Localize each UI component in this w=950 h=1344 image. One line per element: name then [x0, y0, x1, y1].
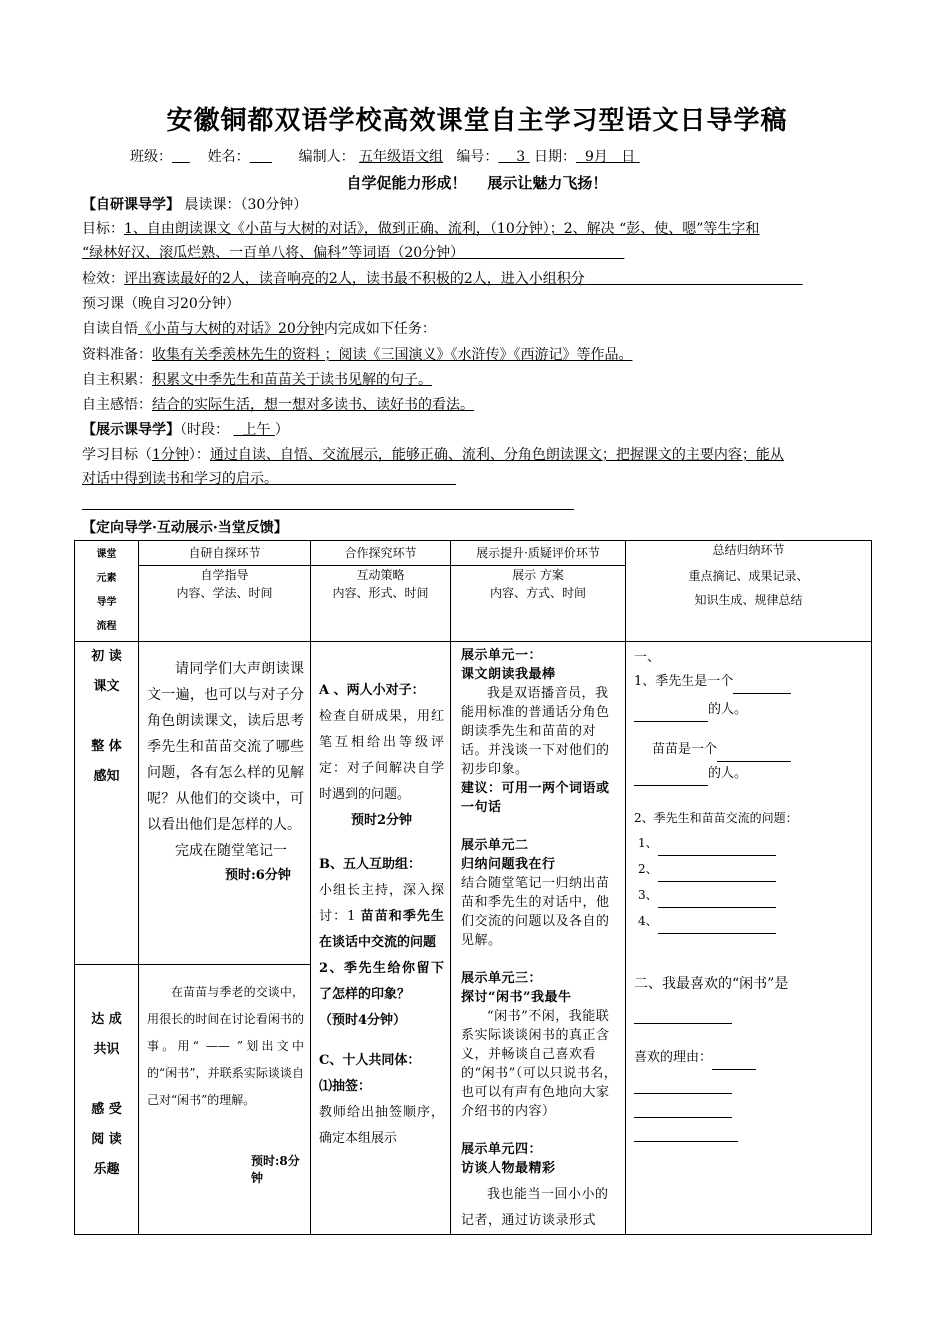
class-field [172, 149, 190, 165]
col1-title: 自研自探环节 [139, 541, 311, 566]
col3-title: 展示提升·质疑评价环节 [451, 541, 626, 566]
name-field [250, 149, 272, 165]
row1-content: 请同学们大声朗读课文一遍，也可以与对子分角色朗读课文，读后思考季先生和苗苗交流了哪些问题，各有怎么样的见解呢？从他们的交谈中，可以看出他们是怎样的人。 完成在随堂笔记一 预时:6分钟 [139, 642, 311, 965]
col2-sub: 互动策略 内容、形式、时间 [311, 566, 451, 642]
header-meta: 班级： 姓名： 编制人： 五年级语文组 编号： 3 日期： 9月 日 [130, 146, 640, 166]
col4-header: 总结归纳环节 重点摘记、成果记录、 知识生成、规律总结 [626, 541, 872, 642]
summary-column: 一、 1、季先生是一个 的人。 苗苗是一个 的人。 2、季先生和苗苗交流的问题： 1、 2、 3、 4、 二、我最喜欢的“闲书”是 喜欢的理由： [626, 642, 872, 1235]
answer-blank[interactable] [634, 1103, 732, 1118]
author-field: 五年级语文组 [359, 149, 444, 165]
goal-line-1: 目标：1、自由朗读课文《小苗与大树的对话》，做到正确、流利，（10分钟）；2、解决 “彭、使、嗯”等生字和 [82, 221, 760, 237]
showcase-column: 展示单元一： 课文朗读我最棒 我是双语播音员，我能用标准的普通话分角色朗读季先生和苗苗的对话。并浅谈一下对他们的初步印象。 建议：可用一两个词语或一句话 展示单元二 归纳问题我在行 结合随堂笔记一归纳出苗苗和季先生的对话中，他们交流的问题以及各自的见解。 展示单元三： 探讨“闲书”我最牛 “闲书”不闲，我能联系实际谈谈闲书的真正含义，并畅谈自己喜欢看的“闲书”（可以只说书名，也可以有声有色地向大家介绍书的内容） 展示单元四： 访谈人物最精彩 我也能当一回小小的记者，通过访谈录形式 [451, 642, 626, 1235]
row2-label: 达 成 共识 感 受 阅 读 乐趣 [75, 964, 139, 1234]
answer-blank[interactable] [658, 841, 776, 856]
slogan: 自学促能力形成！ 展示让魅力飞扬！ [346, 174, 608, 192]
answer-blank[interactable] [634, 771, 708, 786]
date-field: 9月 日 [584, 149, 636, 165]
answer-blank[interactable] [658, 867, 776, 882]
feeling-line: 自主感悟：结合的实际生活，想一想对多读书、读好书的看法。 [82, 397, 474, 413]
divider-line [82, 509, 574, 510]
resource-line: 资料准备：收集有关季羡林先生的资料 ；阅读《三国演义》《水浒传》《西游记》等作品。 [82, 347, 633, 363]
self-study-heading: 【自研课导学】 晨读课：（30分钟） [82, 197, 308, 213]
answer-blank[interactable] [634, 1009, 732, 1024]
answer-blank[interactable] [717, 747, 791, 762]
answer-blank[interactable] [634, 1079, 732, 1094]
task-line: 自读自悟《小苗与大树的对话》20分钟内完成如下任务： [82, 321, 436, 337]
answer-blank[interactable] [733, 679, 791, 694]
accumulate-line: 自主积累：积累文中季先生和苗苗关于读书见解的句子。 [82, 372, 432, 388]
col1-sub: 自学指导 内容、学法、时间 [139, 566, 311, 642]
goal-line-2: “绿林好汉、滚瓜烂熟、一百单八将、偏科”等词语（20分钟） [82, 245, 465, 261]
answer-blank[interactable] [712, 1055, 756, 1070]
guide-table [74, 540, 872, 1235]
check-line: 检效：评出赛读最好的2人，读音响亮的2人，读书最不积极的2人，进入小组积分 [82, 271, 585, 287]
preview-line: 预习课（晚自习20分钟） [82, 296, 240, 312]
col2-title: 合作探究环节 [311, 541, 451, 566]
row2-content: 在苗苗与季老的交谈中，用很长的时间在讨论看闲书的事。用“ —— ”划出文中的“闲书”，并联系实际谈谈自己对“闲书”的理解。 预时:8分钟 [139, 964, 311, 1234]
page-title: 安徽铜都双语学校高效课堂自主学习型语文日导学稿 [166, 106, 788, 136]
show-goal-line-2: 对话中得到读书和学习的启示。 [82, 471, 278, 487]
col3-sub: 展示 方案 内容、方式、时间 [451, 566, 626, 642]
answer-blank[interactable] [634, 1127, 738, 1142]
cooperation-column: A 、两人小对子： 检查自研成果，用红笔互相给出等级评定：对子间解决自学时遇到的问题。 预时2分钟 B、五人互助组： 小组长主持，深入探讨：1 苗苗和季先生在谈话中交流的问题 2、季先生给你留下了怎样的印象？ （预时4分钟） C、十人共同体： ⑴抽签： 教师给出抽签顺序，确定本组展示 [311, 642, 451, 1235]
show-heading: 【展示课导学】（时段： 上午 ） [82, 422, 289, 438]
answer-blank[interactable] [658, 893, 776, 908]
table-heading: 【定向导学·互动展示·当堂反馈】 [82, 520, 288, 536]
row1-label: 初 读 课文 整 体 感知 [75, 642, 139, 965]
answer-blank[interactable] [634, 707, 708, 722]
corner-cell: 课堂 元素 导学 流程 [75, 541, 139, 642]
answer-blank[interactable] [658, 919, 776, 934]
show-goal-line-1: 学习目标（1分钟）：通过自读、自悟、交流展示，能够正确、流利、分角色朗读课文；把握课文的主要内容；能从 [82, 447, 784, 463]
number-field: 3 [516, 149, 526, 165]
